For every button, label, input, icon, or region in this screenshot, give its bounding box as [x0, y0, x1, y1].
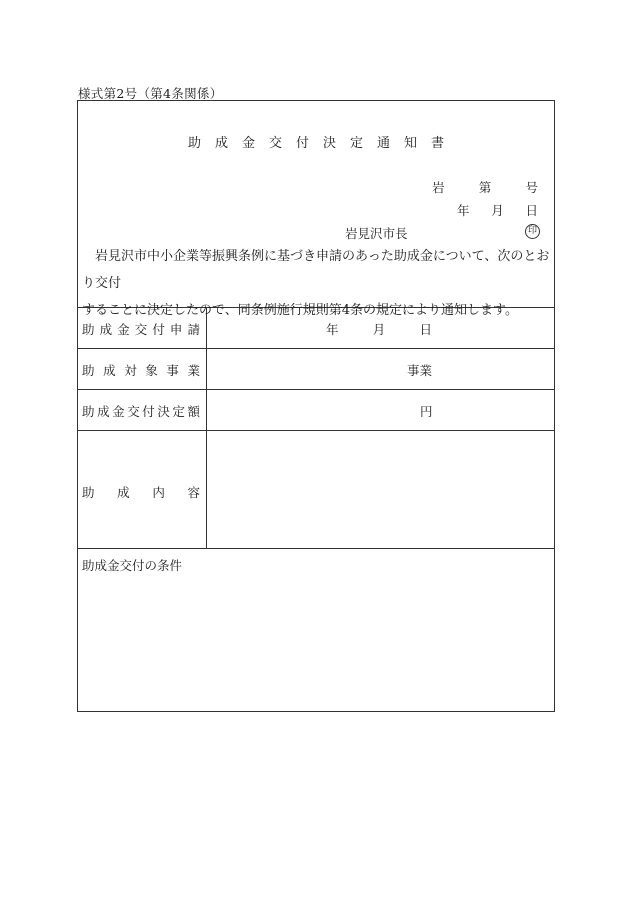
date-part: 年 — [326, 322, 339, 337]
label-char: 交 — [127, 404, 140, 419]
label-char: 定 — [172, 404, 185, 419]
notice-body — [82, 243, 554, 324]
project-value: 事業 — [407, 363, 433, 378]
issuer-name: 岩見沢市長 — [345, 226, 408, 241]
label-char: 成 — [117, 485, 130, 500]
body-line: 岩見沢市中小企業等振興条例に基づき申請のあった助成金について、次のとおり交付 — [82, 249, 550, 291]
label-char: 助 — [82, 485, 95, 500]
ref-part: 第 — [478, 180, 492, 195]
amount-label — [82, 402, 200, 420]
date-part: 年 — [457, 203, 470, 218]
application-label — [82, 320, 200, 338]
label-char: 内 — [152, 485, 165, 500]
date-part: 日 — [525, 203, 538, 218]
divider — [77, 430, 555, 431]
label-char: 額 — [187, 404, 200, 419]
application-date — [326, 320, 432, 338]
label-char: 成 — [97, 404, 110, 419]
label-char: 付 — [152, 322, 165, 337]
label-char: 対 — [124, 363, 137, 378]
column-divider — [206, 307, 207, 548]
conditions-label: 助成金交付の条件 — [82, 558, 183, 573]
amount-value: 円 — [420, 404, 433, 419]
label-char: 成 — [99, 322, 113, 337]
date-part: 月 — [372, 322, 386, 337]
label-char: 申 — [169, 322, 183, 337]
divider — [77, 389, 555, 390]
project-label — [82, 361, 200, 379]
label-char: 金 — [117, 322, 130, 337]
content-label — [82, 483, 200, 501]
date-part: 月 — [491, 203, 504, 218]
divider — [77, 348, 555, 349]
ref-part: 岩 — [432, 180, 445, 195]
label-char: 助 — [82, 363, 95, 378]
label-char: 助 — [82, 322, 95, 337]
seal-mark: 印 — [525, 224, 540, 239]
body-line: することに決定したので、同条例施行規則第4条の規定により通知します。 — [82, 303, 518, 318]
divider — [77, 548, 555, 549]
ref-part: 号 — [525, 180, 538, 195]
issue-date — [457, 201, 538, 219]
label-char: 容 — [187, 485, 200, 500]
label-char: 事 — [166, 363, 179, 378]
label-char: 金 — [112, 404, 125, 419]
reference-number — [432, 178, 538, 196]
label-char: 業 — [187, 363, 200, 378]
label-char: 成 — [103, 363, 116, 378]
label-char: 決 — [157, 404, 170, 419]
form-number: 様式第2号（第4条関係） — [78, 86, 223, 101]
label-char: 付 — [142, 404, 155, 419]
label-char: 交 — [134, 322, 148, 337]
date-part: 日 — [419, 322, 432, 337]
label-char: 請 — [187, 322, 200, 337]
label-char: 助 — [82, 404, 95, 419]
label-char: 象 — [145, 363, 158, 378]
document-title: 助成金交付決定通知書 — [187, 136, 458, 151]
